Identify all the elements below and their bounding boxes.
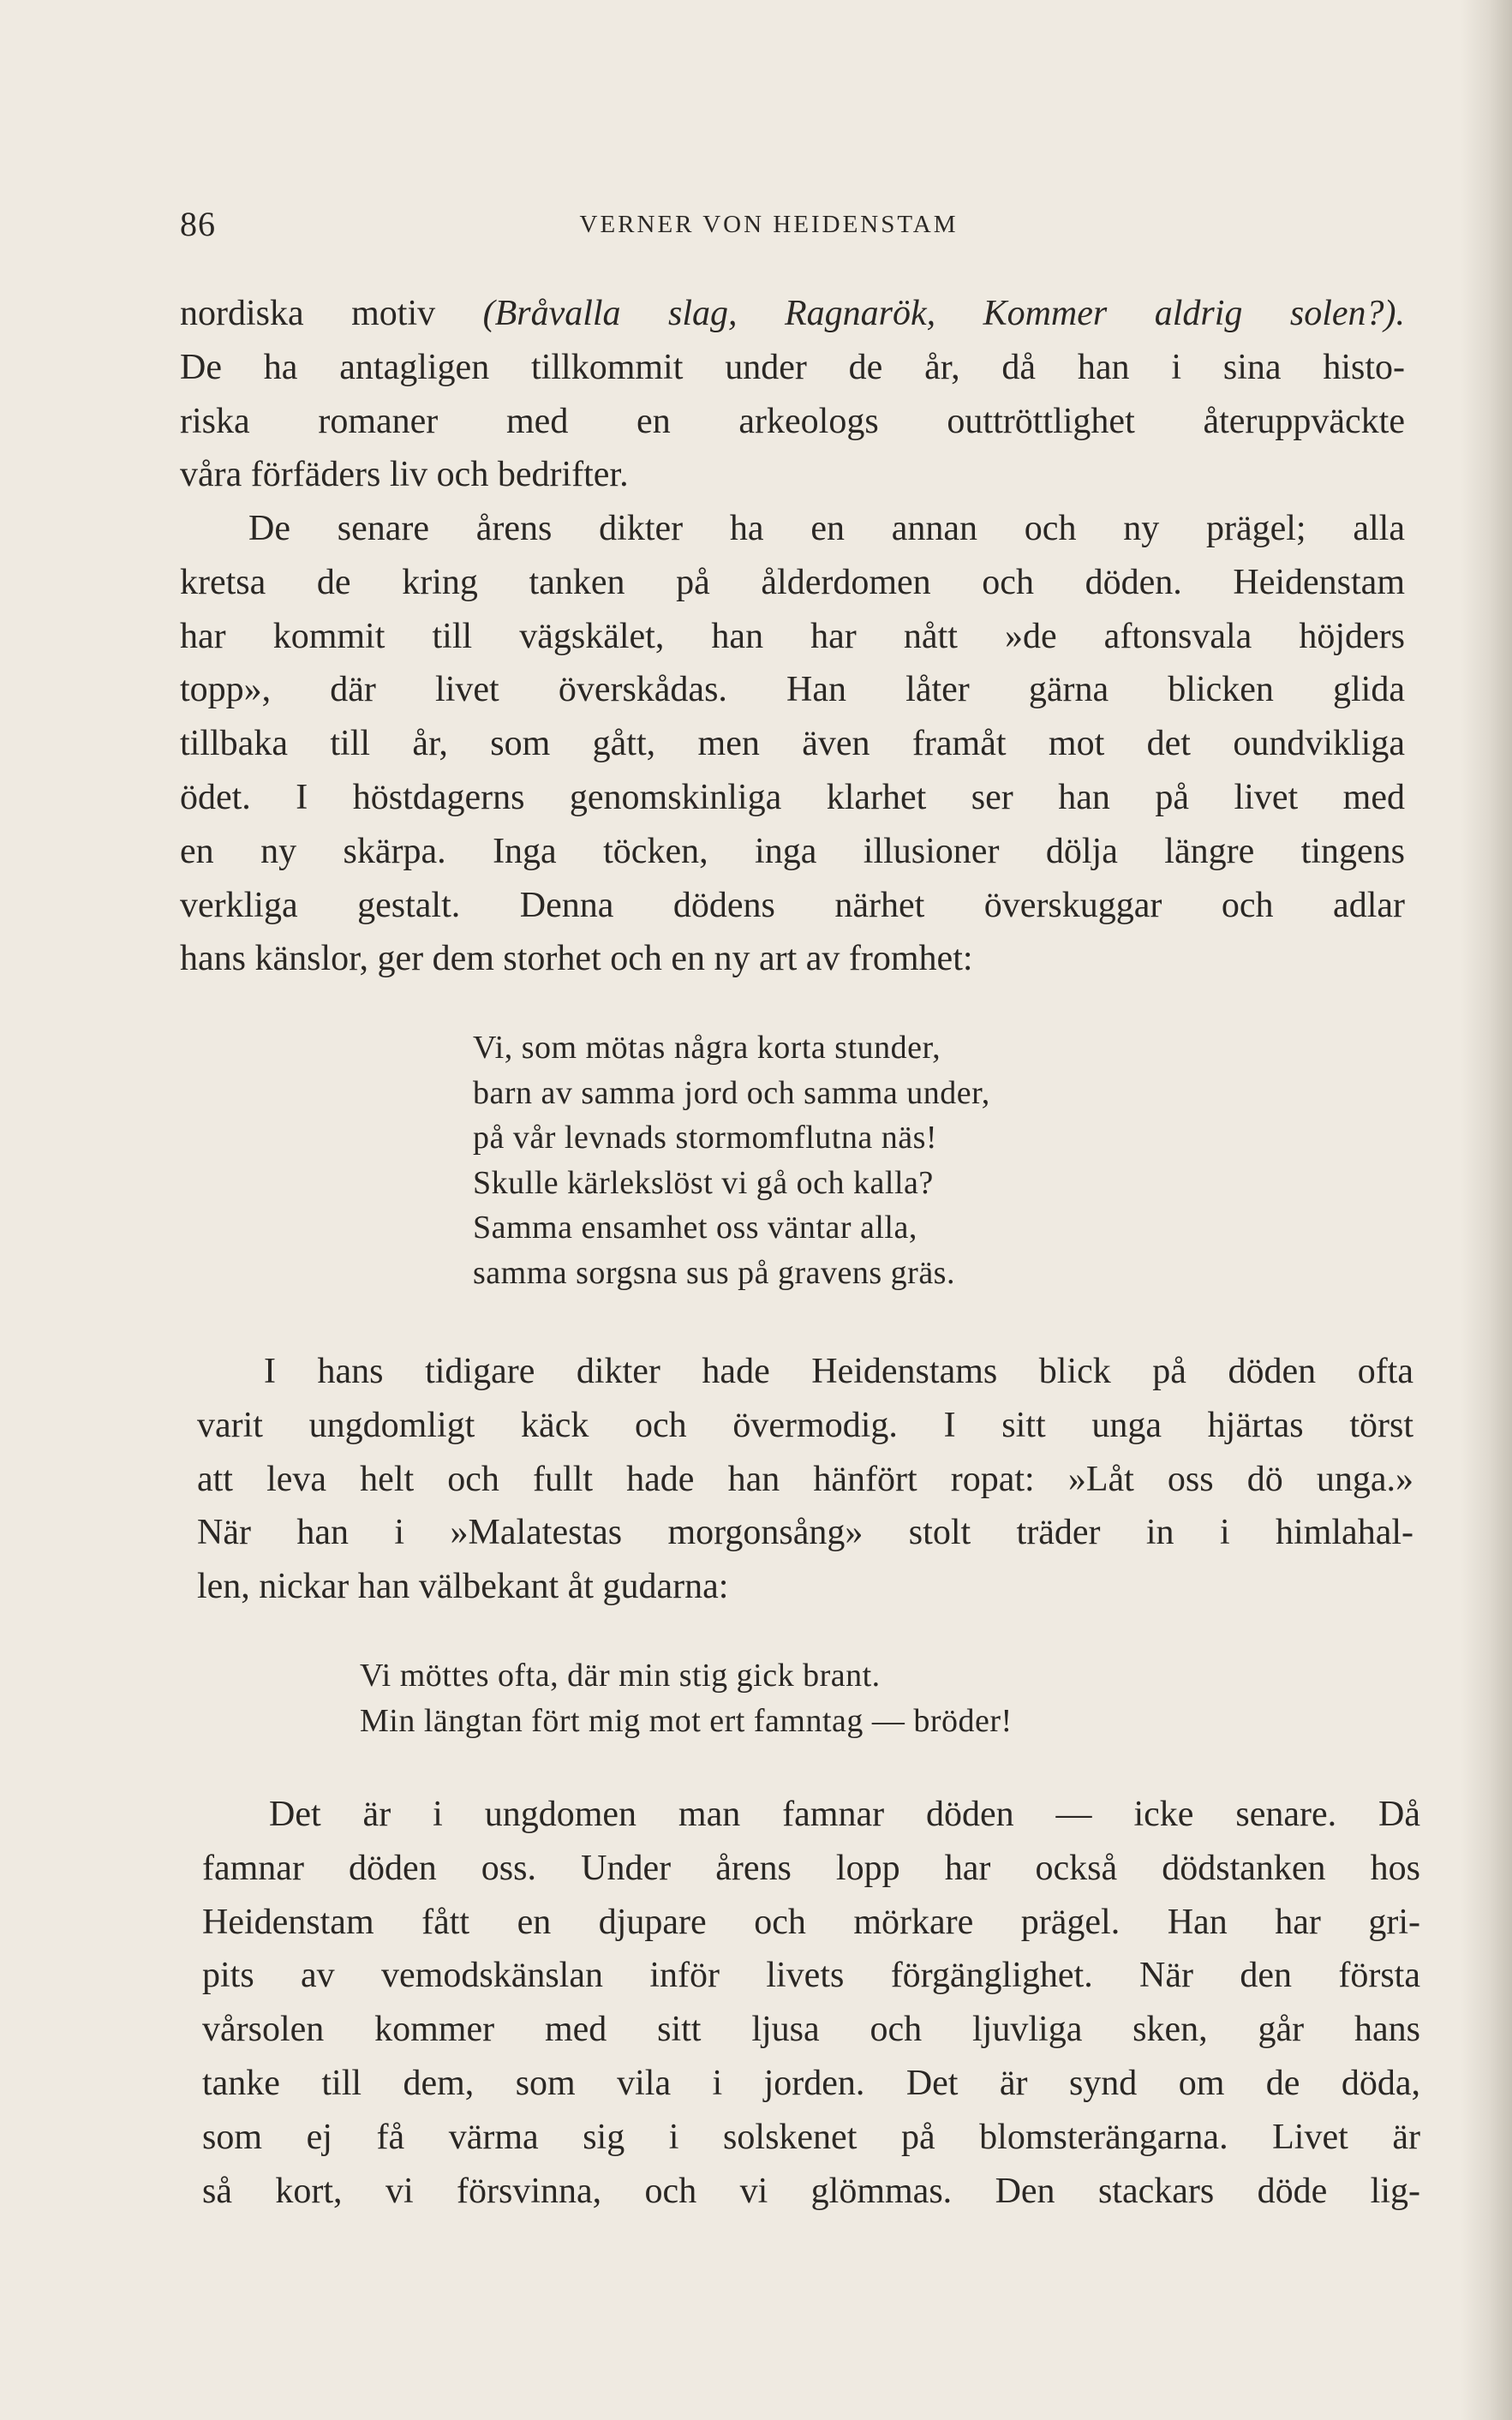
text-line: När han i »Malatestas morgonsång» stolt träder in i himlahal- [197,1513,1413,1553]
text-line: har kommit till vägskälet, han har nått »de aftonsvala höjders [180,616,1405,656]
text-line: varit ungdomligt käck och övermodig. I sitt unga hjärtas törst [197,1405,1413,1445]
page-number: 86 [180,205,216,243]
running-head: VERNER VON HEIDENSTAM [579,211,959,238]
text-line: att leva helt och fullt hade han hänfört ropat: »Låt oss dö unga.» [197,1459,1413,1499]
verse-line: samma sorgsna sus på gravens gräs. [473,1254,955,1291]
italic-titles: (Bråvalla slag, Ragnarök, Kommer aldrig solen?). [482,294,1405,333]
verse-line: Vi möttes ofta, där min stig gick brant. [360,1658,881,1694]
verse-line: på vår levnads stormomflutna näs! [473,1120,938,1156]
paragraph-3 [197,1345,1413,1614]
text-line: topp», där livet överskådas. Han låter gärna blicken glida [180,670,1405,710]
text-line: verkliga gestalt. Denna dödens närhet överskuggar och adlar [180,885,1405,925]
verse-line: Min längtan fört mig mot ert famntag — bröder! [360,1702,1013,1739]
text-line: vårsolen kommer med sitt ljusa och ljuvliga sken, går hans [202,2010,1420,2050]
verse-line: Samma ensamhet oss väntar alla, [473,1210,917,1246]
paragraph-1 [180,287,1405,502]
text-line: hans känslor, ger dem storhet och en ny art av fromhet: [180,939,973,979]
verse-line: Skulle kärlekslöst vi gå och kalla? [473,1164,934,1201]
text-line [180,287,1405,341]
text-line: famnar döden oss. Under årens lopp har också dödstanken hos [202,1848,1420,1888]
text-line: De ha antagligen tillkommit under de år, då han i sina histo- [180,347,1405,387]
text-line: som ej få värma sig i solskenet på blomsterängarna. Livet är [202,2117,1420,2157]
page-edge-shadow [1461,0,1512,2420]
paragraph-4 [202,1788,1420,2218]
text-line: våra förfäders liv och bedrifter. [180,455,629,495]
text-line: riska romaner med en arkeologs outtröttlighet återuppväckte [180,401,1405,441]
text-line: pits av vemodskänslan inför livets förgänglighet. När den första [202,1956,1420,1996]
text-line: tanke till dem, som vila i jorden. Det är synd om de döda, [202,2063,1420,2103]
text-line: I hans tidigare dikter hade Heidenstams blick på döden ofta [264,1352,1413,1391]
paragraph-2 [180,502,1405,986]
text-line: kretsa de kring tanken på ålderdomen och döden. Heidenstam [180,562,1405,602]
text-line: tillbaka till år, som gått, men även framåt mot det oundvikliga [180,724,1405,764]
poem-2 [360,1653,1013,1743]
page-header [180,199,1358,250]
text-line: en ny skärpa. Inga töcken, inga illusioner dölja längre tingens [180,831,1405,871]
poem-1 [473,1025,990,1295]
text-line: ödet. I höstdagerns genomskinliga klarhet ser han på livet med [180,777,1405,817]
verse-line: barn av samma jord och samma under, [473,1074,990,1111]
text-line: De senare årens dikter ha en annan och ny prägel; alla [248,509,1405,548]
text-line: Heidenstam fått en djupare och mörkare prägel. Han har gri- [202,1902,1420,1942]
verse-line: Vi, som mötas några korta stunder, [473,1030,941,1066]
text-line: len, nickar han välbekant åt gudarna: [197,1567,729,1607]
text-line: Det är i ungdomen man famnar döden — icke senare. Då [269,1795,1420,1834]
text-span: nordiska motiv [180,294,483,333]
text-line: så kort, vi försvinna, och vi glömmas. Den stackars döde lig- [202,2171,1420,2211]
